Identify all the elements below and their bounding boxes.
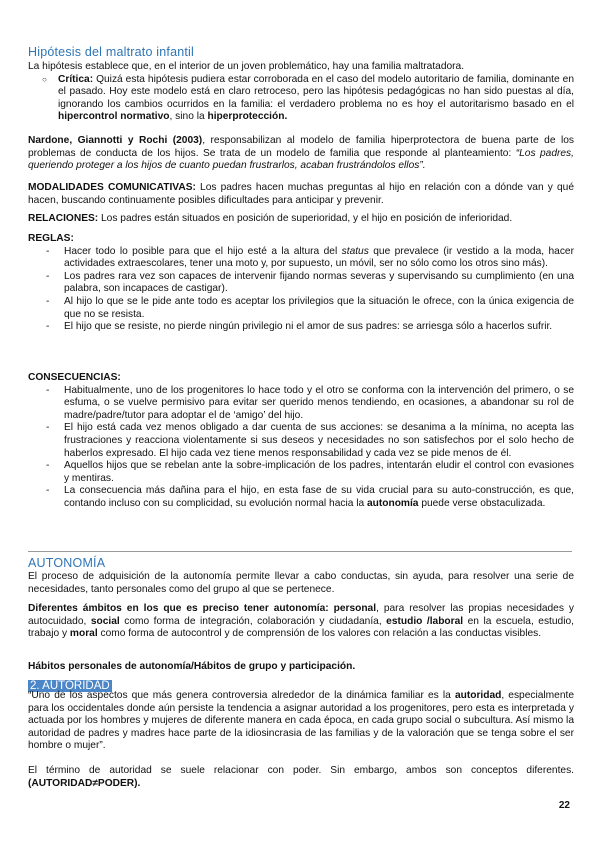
consecuencias-list	[28, 385, 574, 511]
relaciones-paragraph	[28, 213, 574, 226]
autonomia-paragraph-2	[28, 603, 574, 641]
autoridad-last-paragraph	[28, 765, 574, 790]
nardone-paragraph	[28, 135, 574, 173]
critica-label: Crítica:	[58, 73, 94, 85]
modalidades-paragraph	[28, 182, 574, 207]
list-item	[28, 485, 574, 510]
regla-text-2: que prevalece (ir vestido a la moda, hacer actividades extraescolares, tener una moto y, por supuesto, un móvil, ser no sólo como los otros sino más).	[64, 245, 574, 270]
consecuencia-text: Aquellos hijos que se rebelan ante la sobre-implicación de los padres, intentarán eludir el control con evasiones y mentiras.	[64, 460, 574, 484]
autoridad-bold: autoridad	[454, 690, 502, 701]
consecuencias-label: CONSECUENCIAS:	[28, 372, 121, 383]
modalidades-text: Los padres hacen muchas preguntas al hijo en relación con a dónde van y qué hacen, buscando continuamente posibles dificultades para anticipar y prevenir.	[28, 182, 574, 206]
consecuencia-text-2: puede verse obstaculizada.	[418, 497, 546, 509]
dash-bullet-icon: -	[46, 245, 50, 257]
reglas-list	[28, 246, 574, 334]
regla-text: Los padres rara vez son capaces de intervenir fijando normas severas y supervisando su cumplimiento (en una palabra, son incapaces de castigar).	[64, 270, 574, 295]
consecuencia-text: Habitualmente, uno de los progenitores lo hace todo y el otro se conforma con la intervención del primero, o se esfuma, o se vuelve permisivo para evitar ser querido menos tendiendo, en ocasiones, a abandonar su rol de madre/padre/tutor para adoptar el de ‘amigo’ del hijo.	[64, 384, 574, 421]
list-item	[28, 385, 574, 423]
consecuencia-bold: autonomía	[366, 497, 419, 509]
page-number: 22	[558, 800, 570, 811]
list-item	[28, 271, 574, 296]
autoridad-quote-text: “Uno de los aspectos que más genera controversia alrededor de la dinámica familiar es la	[28, 690, 455, 701]
relaciones-label: RELACIONES:	[28, 213, 99, 224]
ambitos-text-2: como forma de integración, colaboración y ciudadanía,	[119, 615, 387, 627]
autonomia-text: El proceso de adquisición de la autonomía permite llevar a cabo conductas, sin ayuda, para resolver una serie de necesidades, tanto personales como del grupo al que se pertenece.	[28, 571, 574, 595]
autonomia-paragraph-1	[28, 571, 574, 596]
ambitos-label: Diferentes ámbitos en los que es preciso tener autonomía: personal	[28, 603, 377, 614]
critica-list	[28, 74, 574, 124]
dash-bullet-icon: -	[46, 485, 50, 497]
regla-text: Hacer todo lo posible para que el hijo esté a la altura del	[64, 245, 342, 257]
consecuencias-block	[28, 372, 574, 511]
autoridad-poder-text: El término de autoridad se suele relacionar con poder. Sin embargo, ambos son conceptos diferentes.	[28, 765, 574, 776]
critica-text: Quizá esta hipótesis pudiera estar corroborada en el caso del modelo autoritario de familia, dominante en el pasado. Hoy este modelo está en claro retroceso, pero las hipótesis pedagógicas no han sido puestas al día, ignorando los cambios ocurridos en la familia: el verdadero problema no es hoy el autoritarismo basado en el	[58, 73, 574, 110]
circle-bullet-icon: ○	[42, 74, 47, 84]
autoridad-quote	[28, 690, 574, 753]
nardone-label: Nardone, Giannotti y Rochi (2003)	[28, 135, 203, 146]
consecuencia-text: La consecuencia más dañina para el hijo, en esta fase de su vida crucial para su auto-construcción, es que, contando incluso con su complicidad, su evolución normal hacia la	[64, 485, 574, 509]
reglas-block	[28, 233, 574, 334]
habitos-text: Hábitos personales de autonomía/Hábitos de grupo y participación.	[28, 661, 356, 672]
regla-text: El hijo que se resiste, no pierde ningún privilegio ni el amor de sus padres: se arriesga sólo a hacerlos sufrir.	[64, 321, 553, 333]
dash-bullet-icon: -	[46, 295, 50, 307]
nardone-text: , responsabilizan al modelo de familia hiperprotectora de buena parte de los problemas de conducta de los hijos. Se trata de un modelo de familia que responde al planteamiento:	[28, 135, 575, 159]
list-item	[28, 296, 574, 321]
dash-bullet-icon: -	[46, 460, 50, 472]
regla-text: Al hijo lo que se le pide ante todo es aceptar los privilegios que la situación le ofrece, con la única exigencia de que no se resista.	[64, 295, 574, 320]
section-maltrato-body	[28, 61, 574, 124]
section-title-autonomia: AUTONOMÍA	[28, 556, 106, 570]
autoridad-poder-bold: (AUTORIDAD≠PODER).	[28, 777, 141, 789]
list-item	[28, 460, 574, 485]
critica-bold-2: hiperprotección.	[207, 111, 288, 123]
habitos-line	[28, 661, 574, 674]
modalidades-label: MODALIDADES COMUNICATIVAS:	[28, 182, 196, 193]
list-item	[28, 422, 574, 460]
autoridad-quote-text-2: , especialmente para los occidentales donde aún persiste la tendencia a asignar autoridad a los progenitores, pero esta es interpretada y actuada por los hombres y mujeres de diferente manera en cada época, en cada grupo social o subcultura. Así mismo la autoridad de padres y madres hace parte de la idiosincrasia de las familias y de la valoración que se tenga sobre el ser hombre o mujer”.	[28, 690, 574, 752]
ambito-social: social	[90, 615, 120, 627]
critica-text-2: , sino la	[169, 111, 208, 123]
dash-bullet-icon: -	[46, 384, 50, 396]
ambito-estudio: estudio /laboral	[386, 615, 464, 627]
critica-item	[28, 74, 574, 124]
relaciones-text: Los padres están situados en posición de superioridad, y el hijo en posición de inferioridad.	[98, 213, 513, 224]
dash-bullet-icon: -	[46, 321, 50, 333]
dash-bullet-icon: -	[46, 422, 50, 434]
intro-paragraph: La hipótesis establece que, en el interior de un joven problemático, hay una familia maltratadora.	[28, 61, 465, 72]
reglas-label: REGLAS:	[28, 233, 74, 244]
section-divider	[28, 551, 572, 552]
list-item	[28, 246, 574, 271]
regla-italic: status	[341, 245, 369, 257]
ambitos-text-3: en la escuela, estudio, trabajo y	[28, 615, 574, 640]
ambitos-text-1: , para resolver las propias necesidades y autocuidado,	[28, 603, 574, 627]
critica-bold-1: hipercontrol normativo	[58, 111, 170, 123]
ambito-moral: moral	[69, 628, 98, 640]
consecuencia-text: El hijo está cada vez menos obligado a dar cuenta de sus acciones: se desanima a la mínima, no acepta las frustraciones y reacciona violentamente si sus deseos y necesidades no son satisfechos por el solo hecho de haberlos expresado. El hijo cada vez tiene menos responsabilidad y cada vez se pide menos de él.	[64, 422, 574, 459]
section-title-maltrato: Hipótesis del maltrato infantil	[28, 45, 194, 59]
ambitos-text-4: como forma de autocontrol y de comprensión de los valores con relación a las conductas visibles.	[97, 628, 542, 640]
section-title-autoridad: 2. AUTORIDAD	[30, 680, 110, 692]
list-item	[28, 321, 574, 334]
dash-bullet-icon: -	[46, 270, 50, 282]
nardone-quote: “Los padres, queriendo proteger a los hijos de cuanto puedan frustrarlos, acaban frustrándolos ellos”.	[28, 147, 574, 172]
